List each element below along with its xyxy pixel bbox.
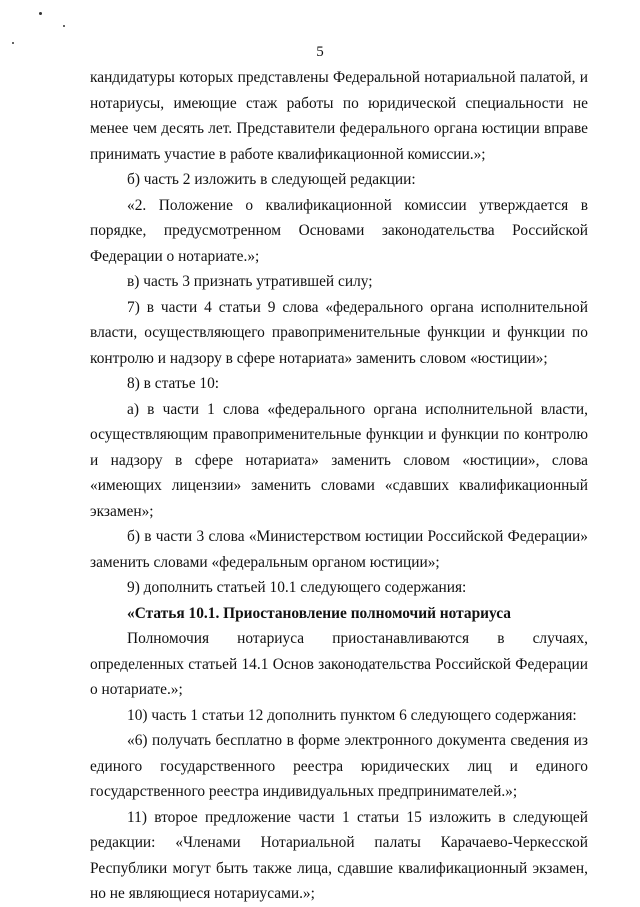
page-number: 5	[316, 44, 324, 60]
paragraph: Полномочия нотариуса приостанавливаются в случаях, определенных статьей 14.1 Основ законодательства Российской Федерации о нотариате.»;	[90, 630, 588, 698]
scan-speck	[63, 25, 65, 27]
paragraph: а) в части 1 слова «федерального органа исполнительной власти, осуществляющим правоприменительные функции и функции по контролю и надзору в сфере нотариата» заменить словом «юстиции», слова «имеющих лицензии» заменить словами «сдавших квалификационный экзамен»;	[90, 400, 588, 520]
paragraph: «6) получать бесплатно в форме электронного документа сведения из единого государственного реестра юридических лиц и единого государственного реестра индивидуальных предпринимателей.»;	[90, 732, 588, 800]
paragraph: «2. Положение о квалификационной комиссии утверждается в порядке, предусмотренном Основами законодательства Российской Федерации о нотариате.»;	[90, 196, 588, 265]
scan-speck	[39, 12, 42, 15]
paragraph: б) в части 3 слова «Министерством юстиции Российской Федерации» заменить словами «федеральным органом юстиции»;	[90, 528, 588, 571]
paragraph: 7) в части 4 статьи 9 слова «федерального органа исполнительной власти, осуществляющего правоприменительные функции и функции по контролю и надзору в сфере нотариата» заменить словом «юстиции»;	[90, 298, 588, 367]
document-body	[90, 65, 588, 907]
paragraph: 9) дополнить статьей 10.1 следующего содержания:	[127, 579, 467, 596]
paragraph: б) часть 2 изложить в следующей редакции:	[127, 171, 416, 188]
paragraph: 11) второе предложение части 1 статьи 15 изложить в следующей редакции: «Членами Нотариальной палаты Карачаево-Черкесской Республики могут быть также лица, сдавшие квалификационный экзамен, но не являющиеся нотариусами.»;	[90, 808, 588, 902]
paragraph: 8) в статье 10:	[127, 375, 220, 392]
paragraph: 10) часть 1 статьи 12 дополнить пунктом 6 следующего содержания:	[127, 706, 577, 724]
paragraph: в) часть 3 признать утратившей силу;	[127, 273, 373, 290]
article-heading: «Статья 10.1. Приостановление полномочий нотариуса	[127, 604, 511, 622]
paragraph: кандидатуры которых представлены Федеральной нотариальной палатой, и нотариусы, имеющие стаж работы по юридической специальности не менее чем десять лет. Представители федерального органа юстиции вправе принимать участие в работе квалификационной комиссии.»;	[90, 69, 588, 163]
